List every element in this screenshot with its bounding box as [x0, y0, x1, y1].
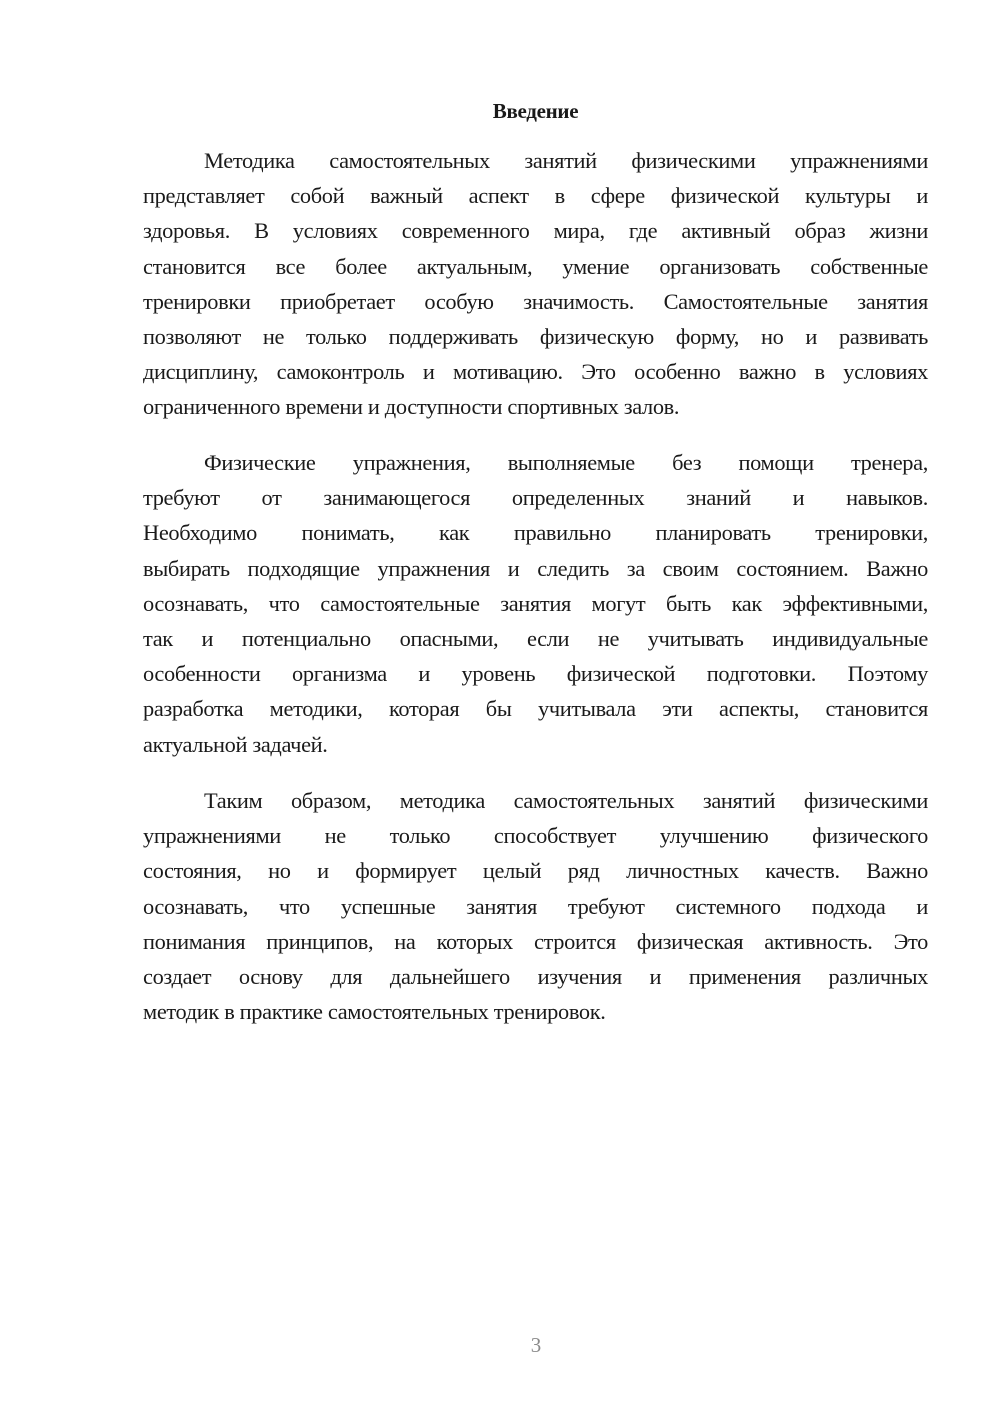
text-line: Необходимо понимать, как правильно планировать тренировки, [143, 520, 928, 546]
text-line: здоровья. В условиях современного мира, где активный образ жизни [143, 218, 928, 244]
section-heading: Введение [492, 99, 579, 123]
text-line: разработка методики, которая бы учитывала эти аспекты, становится [143, 696, 928, 722]
text-line: представляет собой важный аспект в сфере физической культуры и [143, 183, 928, 209]
paragraph-1 [143, 143, 928, 425]
text-line: понимания принципов, на которых строится физическая активность. Это [143, 928, 928, 954]
text-line: Физические упражнения, выполняемые без помощи тренера, [204, 450, 928, 475]
text-line: особенности организма и уровень физической подготовки. Поэтому [143, 661, 928, 687]
text-line: состояния, но и формирует целый ряд личностных качеств. Важно [143, 858, 928, 884]
text-line: тренировки приобретает особую значимость. Самостоятельные занятия [143, 288, 928, 314]
text-line: методик в практике самостоятельных тренировок. [143, 999, 606, 1025]
text-line: выбирать подходящие упражнения и следить за своим состоянием. Важно [143, 555, 928, 581]
paragraph-3 [143, 783, 928, 1029]
text-line: упражнениями не только способствует улучшению физического [143, 823, 928, 849]
paragraph-2 [143, 445, 928, 762]
text-line: Таким образом, методика самостоятельных занятий физическими [204, 788, 928, 813]
text-line: Методика самостоятельных занятий физическими упражнениями [204, 148, 928, 173]
text-line: осознавать, что успешные занятия требуют системного подхода и [143, 893, 928, 919]
text-line: создает основу для дальнейшего изучения и применения различных [143, 963, 928, 989]
page-number: 3 [530, 1333, 542, 1357]
text-line: актуальной задачей. [143, 731, 328, 757]
text-line: требуют от занимающегося определенных знаний и навыков. [143, 485, 928, 511]
text-line: дисциплину, самоконтроль и мотивацию. Это особенно важно в условиях [143, 359, 928, 385]
text-line: осознавать, что самостоятельные занятия могут быть как эффективными, [143, 590, 928, 616]
text-line: позволяют не только поддерживать физическую форму, но и развивать [143, 323, 928, 349]
text-line: становится все более актуальным, умение организовать собственные [143, 253, 928, 279]
text-line: ограниченного времени и доступности спортивных залов. [143, 394, 680, 420]
text-line: так и потенциально опасными, если не учитывать индивидуальные [143, 625, 928, 651]
